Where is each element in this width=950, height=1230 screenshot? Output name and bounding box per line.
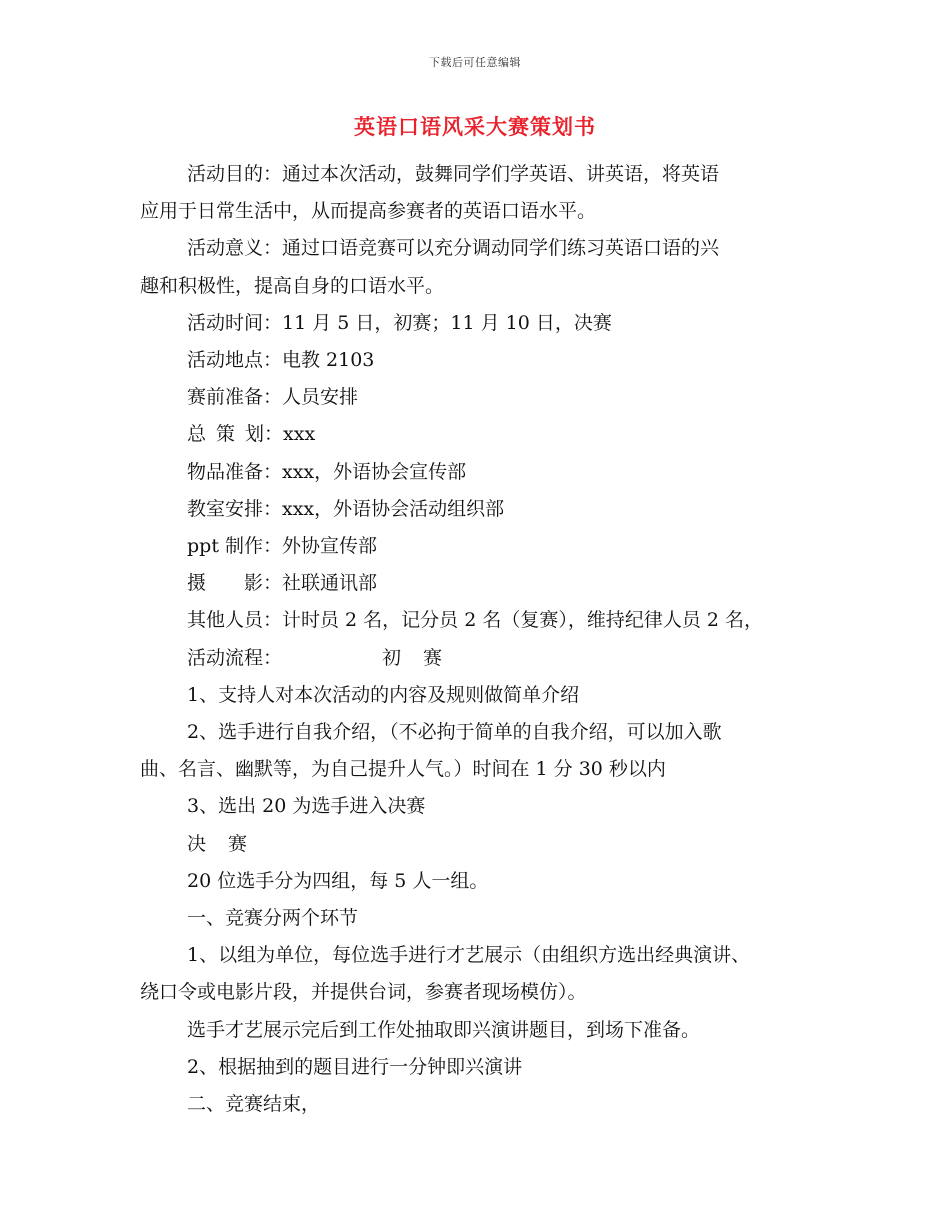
- paragraph-classroom: 教室安排：xxx，外语协会活动组织部: [187, 497, 505, 520]
- paragraph-step-2-line-1: 2、选手进行自我介绍，（不必拘于简单的自我介绍，可以加入歌: [187, 721, 722, 744]
- paragraph-photography: [140, 565, 830, 602]
- paragraph-items: 物品准备：xxx，外语协会宣传部: [187, 460, 467, 483]
- planner-rest: 划：xxx: [245, 423, 316, 446]
- paragraph-time: 活动时间：11 月 5 日，初赛；11 月 10 日，决赛: [187, 311, 612, 334]
- paragraph-groups: 20 位选手分为四组，每 5 人一组。: [187, 869, 489, 892]
- final-char-1: 决: [187, 832, 207, 855]
- paragraph-preparation: 赛前准备：人员安排: [187, 386, 359, 409]
- paragraph-meaning-line-1: 活动意义：通过口语竞赛可以充分调动同学们练习英语口语的兴: [187, 237, 720, 260]
- paragraph-final-1-line-2: 绕口令或电影片段，并提供台词，参赛者现场模仿）。: [140, 981, 587, 1004]
- paragraph-final-2: 2、根据抽到的题目进行一分钟即兴演讲: [187, 1055, 523, 1078]
- paragraph-other-staff: 其他人员：计时员 2 名，记分员 2 名（复赛），维持纪律人员 2 名，: [187, 609, 764, 632]
- paragraph-step-2-line-2: 曲、名言、幽默等，为自己提升人气。）时间在 1 分 30 秒以内: [140, 758, 666, 781]
- planner-char-2: 策: [216, 423, 236, 446]
- paragraph-ppt: ppt 制作：外协宣传部: [187, 535, 378, 558]
- final-char-2: 赛: [228, 832, 248, 855]
- paragraph-final-heading: [140, 826, 830, 863]
- paragraph-final-1-line-3: 选手才艺展示完后到工作处抽取即兴演讲题目，到场下准备。: [187, 1018, 701, 1041]
- paragraph-step-3: 3、选出 20 为选手进入决赛: [187, 795, 426, 818]
- planner-char-1: 总: [187, 423, 207, 446]
- paragraph-step-1: 1、支持人对本次活动的内容及规则做简单介绍: [187, 683, 580, 706]
- paragraph-section-2: 二、竞赛结束，: [187, 1093, 321, 1116]
- photo-rest: 影：社联通讯部: [244, 572, 378, 595]
- flow-label: 活动流程：: [187, 646, 283, 669]
- document-body: [140, 156, 830, 1123]
- paragraph-final-1-line-1: 1、以组为单位，每位选手进行才艺展示（由组织方选出经典演讲、: [187, 944, 751, 967]
- paragraph-purpose-line-1: 活动目的：通过本次活动，鼓舞同学们学英语、讲英语，将英语: [187, 163, 720, 185]
- paragraph-planner: [140, 416, 830, 453]
- document-title: 英语口语风采大赛策划书: [354, 114, 596, 139]
- paragraph-flow: [140, 640, 830, 677]
- paragraph-meaning-line-2: 趣和积极性，提高自身的口语水平。: [140, 274, 445, 297]
- paragraph-section-1: 一、竞赛分两个环节: [187, 907, 359, 930]
- paragraph-purpose-line-2: 应用于日常生活中，从而提高参赛者的英语口语水平。: [140, 200, 597, 223]
- prelim-char-2: 赛: [423, 646, 443, 669]
- paragraph-place: 活动地点：电教 2103: [187, 349, 375, 372]
- prelim-char-1: 初: [382, 646, 402, 669]
- page-header: 下载后可任意编辑: [429, 56, 521, 69]
- photo-char-1: 摄: [187, 572, 207, 595]
